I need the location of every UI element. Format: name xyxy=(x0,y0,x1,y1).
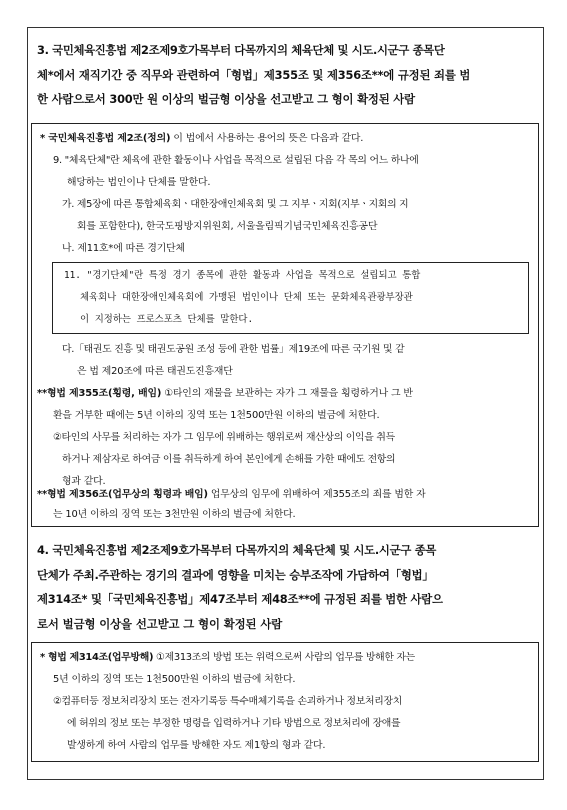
section3-heading-line: 체*에서 재직기간 중 직무와 관련하여「형법」제355조 및 제356조**에 규정된 죄를 범 xyxy=(37,67,471,82)
section4-heading xyxy=(37,538,535,636)
article-314-text: ①제313조의 방법 또는 위력으로써 사람의 업무를 방해한 자는 xyxy=(153,652,415,663)
article-355-line: 환을 거부한 때에는 5년 이하의 징역 또는 1천500만원 이하의 벌금에 처한다. xyxy=(53,410,380,421)
section4-heading-line: 단체가 주최.주관하는 경기의 결과에 영향을 미치는 승부조작에 가담하여「형법」 xyxy=(37,567,434,582)
note-definition-text: 이 법에서 사용하는 용어의 뜻은 다음과 같다. xyxy=(170,133,364,144)
article-356-title: **형법 제356조(업무상의 횡령과 배임) xyxy=(37,489,208,500)
article-355-para2-line: 하거나 제삼자로 하여금 이를 취득하게 하여 본인에게 손해를 가한 때에도 전항의 xyxy=(62,454,396,465)
section4-heading-line: 4. 국민체육진흥법 제2조제9호가목부터 다목까지의 체육단체 및 시도.시군구 종목 xyxy=(37,543,437,557)
section3-heading-line: 한 사람으로서 300만 원 이상의 벌금형 이상을 선고받고 그 형이 확정된 사람 xyxy=(37,92,415,106)
item-ga-line: 회를 포함한다), 한국도핑방지위원회, 서울올림픽기념국민체육진흥공단 xyxy=(77,221,378,232)
article-314-line: 5년 이하의 징역 또는 1천500만원 이하의 벌금에 처한다. xyxy=(53,674,296,685)
article-314-para2-line: 에 허위의 정보 또는 부정한 명령을 입력하거나 기타 방법으로 정보처리에 장애를 xyxy=(67,718,401,729)
article-356 xyxy=(37,485,426,505)
article-314-title: * 형법 제314조(업무방해) xyxy=(40,652,154,663)
article-355-title: **형법 제355조(횡령, 배임) xyxy=(37,388,162,399)
item9-line: 해당하는 법인이나 단체를 말한다. xyxy=(67,177,211,188)
article-355-para2-line: 형과 같다. xyxy=(62,476,106,487)
section4-heading-line: 로서 벌금형 이상을 선고받고 그 형이 확정된 사람 xyxy=(37,616,283,631)
definition-11-line: 체육회나 대한장애인체육회에 가맹된 법인이나 단체 또는 문화체육관광부장관 xyxy=(80,292,413,303)
article-355-para2-line: ②타인의 사무를 처리하는 자가 그 임무에 위배하는 행위로써 재산상의 이익을 취득 xyxy=(53,432,395,443)
section3-heading-line: 3. 국민체육진흥법 제2조제9호가목부터 다목까지의 체육단체 및 시도.시군구 종목단 xyxy=(37,43,445,57)
article-356-text: 업무상의 임무에 위배하여 제355조의 죄를 범한 자 xyxy=(207,489,426,500)
item9-line: 9. "체육단체"란 체육에 관한 활동이나 사업을 목적으로 설립된 다음 각 목의 어느 하나에 xyxy=(53,155,419,166)
note-definition xyxy=(40,129,363,149)
note-definition-title: * 국민체육진흥법 제2조(정의) xyxy=(40,133,171,144)
definition-11-line: 이 지정하는 프로스포츠 단체를 말한다. xyxy=(80,314,254,325)
item-na-line: 나. 제11호*에 따른 경기단체 xyxy=(62,243,185,254)
article-355 xyxy=(37,384,413,404)
item-ga-line: 가. 제5장에 따른 통합체육회ㆍ대한장애인체육회 및 그 지부ㆍ지회(지부ㆍ지회의 지 xyxy=(62,199,409,210)
article-355-text: ①타인의 재물을 보관하는 자가 그 재물을 횡령하거나 그 반 xyxy=(161,388,413,399)
article-314-para2-line: ②컴퓨터등 정보처리장치 또는 전자기록등 특수매체기록을 손괴하거나 정보처리장치 xyxy=(53,696,402,707)
article-356-line: 는 10년 이하의 징역 또는 3천만원 이하의 벌금에 처한다. xyxy=(53,509,296,520)
item-da-line: 은 법 제20조에 따른 태권도진흥재단 xyxy=(77,366,233,377)
article-314 xyxy=(40,648,415,668)
section3-heading xyxy=(37,38,535,112)
article-314-para2-line: 발생하게 하여 사람의 업무를 방해한 자도 제1항의 형과 같다. xyxy=(67,740,326,751)
definition-11-line: 11. "경기단체"란 특정 경기 종목에 관한 활동과 사업을 목적으로 설립되고 통합 xyxy=(64,270,421,281)
section4-heading-line: 제314조* 및「국민체육진흥법」제47조부터 제48조**에 규정된 죄를 범한 사람으 xyxy=(37,592,443,606)
item-da-line: 다.「태권도 진흥 및 태권도공원 조성 등에 관한 법률」제19조에 따른 국기원 및 같 xyxy=(62,344,405,355)
